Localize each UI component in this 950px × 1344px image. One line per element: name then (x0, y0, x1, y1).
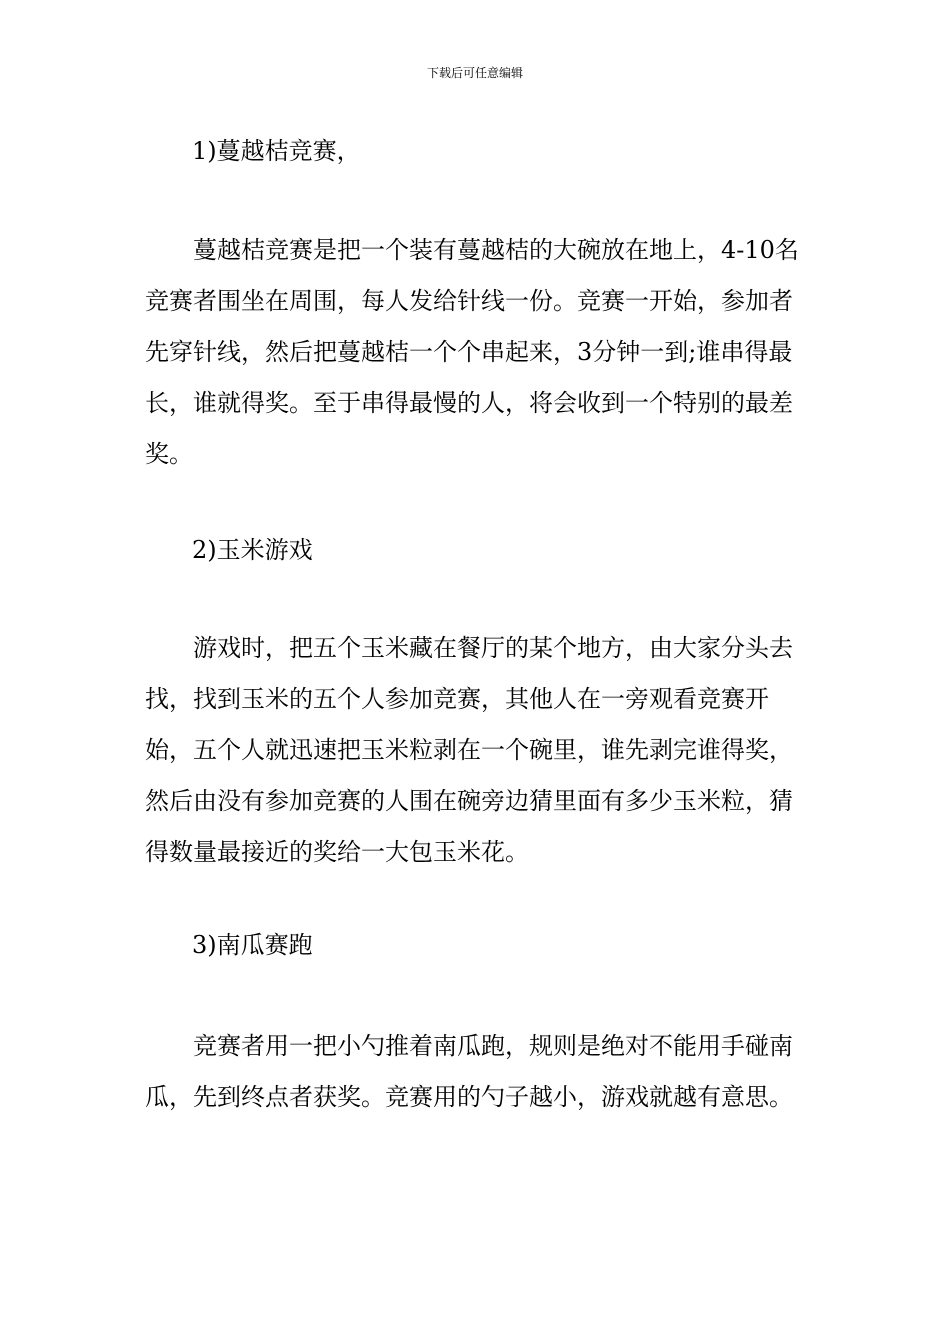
section-heading-1: 1)蔓越桔竞赛， (192, 137, 361, 165)
section-heading-3: 3)南瓜赛跑 (192, 931, 313, 959)
section-paragraph-1: 蔓越桔竞赛是把一个装有蔓越桔的大碗放在地上，4-10名竞赛者围坐在周围，每人发给针线一份。竞赛一开始，参加者先穿针线，然后把蔓越桔一个个串起来，3分钟一到;谁串得最长，谁就得奖。至于串得最慢的人，将会收到一个特别的最差奖。 (145, 236, 799, 468)
section-heading-2: 2)玉米游戏 (192, 536, 313, 564)
page-header-note: 下载后可任意编辑 (426, 66, 523, 80)
section-paragraph-3: 竞赛者用一把小勺推着南瓜跑，规则是绝对不能用手碰南瓜，先到终点者获奖。竞赛用的勺子越小，游戏就越有意思。 (145, 1032, 793, 1111)
section-paragraph-2: 游戏时，把五个玉米藏在餐厅的某个地方，由大家分头去找，找到玉米的五个人参加竞赛，其他人在一旁观看竞赛开始，五个人就迅速把玉米粒剥在一个碗里，谁先剥完谁得奖，然后由没有参加竞赛的人围在碗旁边猜里面有多少玉米粒，猜得数量最接近的奖给一大包玉米花。 (145, 634, 793, 866)
